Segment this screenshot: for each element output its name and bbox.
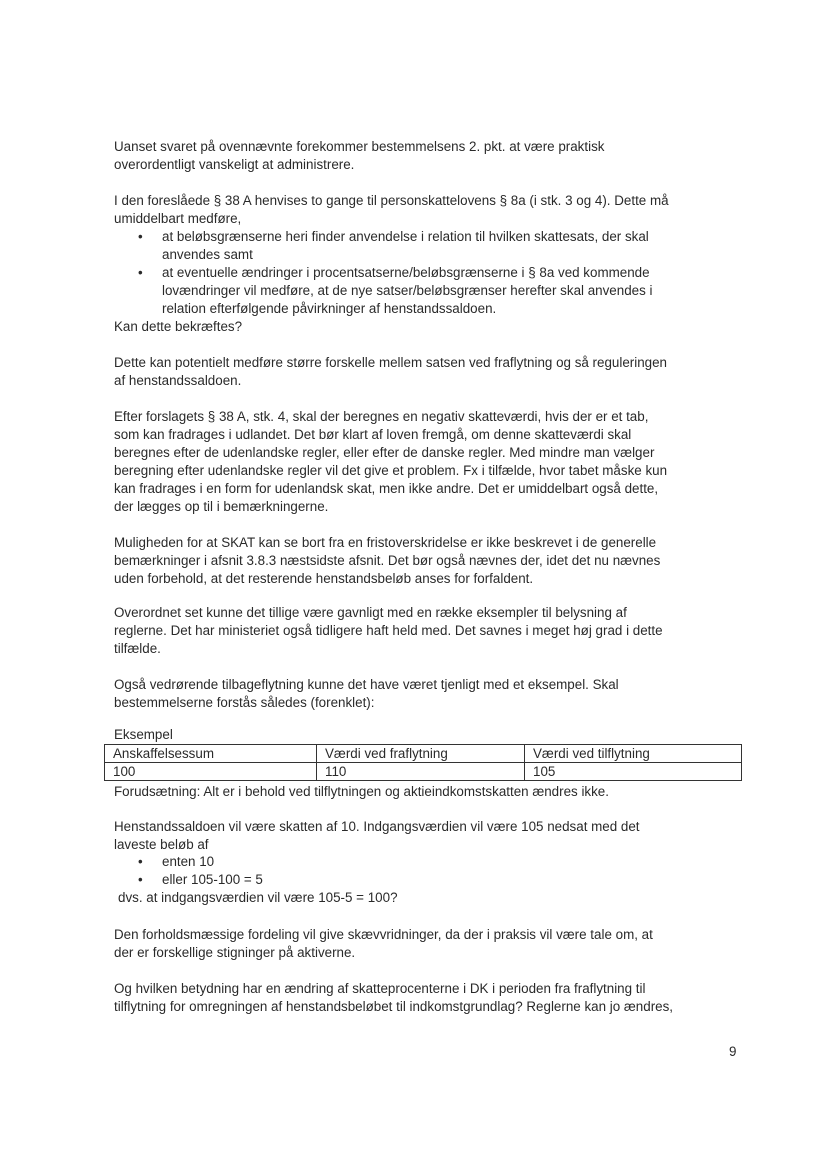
table-cell: 100 [105,763,317,781]
paragraph-proportional-split: Den forholdsmæssige fordeling vil give skævvridninger, da der i praksis vil være tale om, at der er forskellige stigninger på aktiverne. [114,927,653,960]
table-header-cell: Anskaffelsessum [105,745,317,763]
bullet-icon: • [138,229,143,244]
paragraph-deferral-balance: Henstandssaldoen vil være skatten af 10. Indgangsværdien vil være 105 nedsat med det laveste beløb af [114,819,640,852]
bullet-list-section-38a [114,228,744,318]
paragraph-tax-rate-change: Og hvilken betydning har en ændring af skatteprocenterne i DK i perioden fra fraflytning til tilflytning for omregningen af henstandsbeløbet til indkomstgrundlag? Reglerne kan jo ændres, [114,981,674,1014]
paragraph-deadline: Muligheden for at SKAT kan se bort fra en fristoverskridelse er ikke beskrevet i de generelle bemærkninger i afsnit 3.8.3 næstsidste afsnit. Det bør også nævnes der, idet det nu nævnes uden forbehold, at det resterende henstandsbeløb anses for forfaldent. [114,535,661,586]
paragraph-negative-tax-value: Efter forslagets § 38 A, stk. 4, skal der beregnes en negativ skatteværdi, hvis der er et tab, som kan fradrages i udlandet. Det bør klart af loven fremgå, om denne skatteværdi skal beregnes efter de udenlandske regler, eller efter de danske regler. Med mindre man vælger beregning efter udenlandske regler vil det give et problem. Fx i tilfælde, hvor tabet måske kun kan fradrages i en form for udenlandsk skat, men ikke andre. Det er umiddelbart også dette, der lægges op til i bemærkningerne. [114,409,668,514]
bullet-icon: • [138,872,143,887]
bullet-list-amounts [114,853,744,889]
bullet-icon: • [138,265,143,280]
example-label: Eksempel [114,727,173,742]
table-header-cell: Værdi ved tilflytning [525,745,742,763]
list-item: • at beløbsgrænserne heri finder anvendelse i relation til hvilken skattesats, der skal anvendes samt [138,229,649,262]
assumption-text: Forudsætning: Alt er i behold ved tilflytningen og aktieindkomstskatten ændres ikke. [114,784,609,799]
paragraph-section-38a: I den foreslåede § 38 A henvises to gange til personskattelovens § 8a (i stk. 3 og 4). Dette må umiddelbart medføre, [114,193,669,226]
table-header-row [105,745,742,763]
table-row [105,763,742,781]
page-number: 9 [729,1044,737,1059]
example-table [104,744,742,781]
table-header-cell: Værdi ved fraflytning [317,745,525,763]
table-cell: 105 [525,763,742,781]
paragraph-rate-differences: Dette kan potentielt medføre større forskelle mellem satsen ved fraflytning og så reguleringen af henstandssaldoen. [114,355,667,388]
list-item: • at eventuelle ændringer i procentsatserne/beløbsgrænserne i § 8a ved kommende lovændringer vil medføre, at de nye satser/beløbsgrænser herefter skal anvendes i relation efterfølgende påvirkninger af henstandssaldoen. [138,265,653,316]
paragraph-calculation-result: dvs. at indgangsværdien vil være 105-5 = 100? [118,890,398,905]
table-cell: 110 [317,763,525,781]
question-confirm: Kan dette bekræftes? [114,319,243,334]
list-item: • enten 10 [138,854,215,869]
paragraph-return-moving: Også vedrørende tilbageflytning kunne det have været tjenligt med et eksempel. Skal bestemmelserne forstås således (forenklet): [114,677,619,710]
list-item: • eller 105-100 = 5 [138,872,263,887]
paragraph-administration: Uanset svaret på ovennævnte forekommer bestemmelsens 2. pkt. at være praktisk overordentligt vanskeligt at administrere. [114,139,605,172]
bullet-icon: • [138,854,143,869]
paragraph-examples: Overordnet set kunne det tillige være gavnligt med en række eksempler til belysning af reglerne. Det har ministeriet også tidligere haft held med. Det savnes i meget høj grad i dette tilfælde. [114,605,663,656]
